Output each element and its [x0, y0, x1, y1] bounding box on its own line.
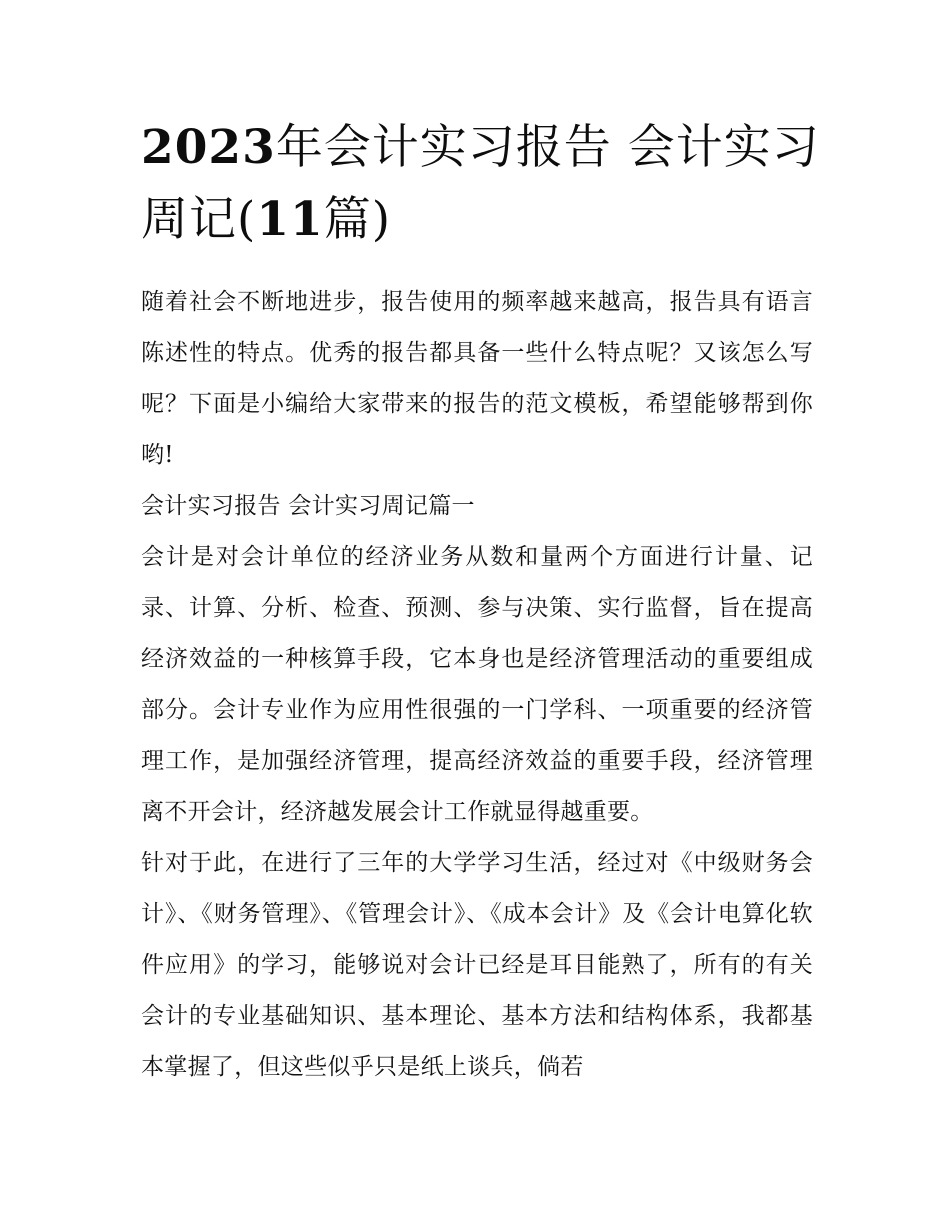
title-text-part1: 年会计实习报告 会计实习周记(	[141, 120, 820, 247]
body-paragraph: 针对于此，在进行了三年的大学学习生活，经过对《中级财务会计》、《财务管理》、《管理会计》、《成本会计》及《会计电算化软件应用》的学习，能够说对会计已经是耳目能熟了，所有的有关会计的专业基础知识、基本理论、基本方法和结构体系，我都基本掌握了，但这些似乎只是纸上谈兵，倘若	[141, 850, 813, 1080]
section-heading: 会计实习报告 会计实习周记篇一	[141, 493, 475, 519]
intro-paragraph: 随着社会不断地进步，报告使用的频率越来越高，报告具有语言陈述性的特点。优秀的报告都具备一些什么特点呢？又该怎么写呢？下面是小编给大家带来的报告的范文模板，希望能够帮到你哟!	[141, 289, 813, 468]
title-text-part2: 篇)	[323, 192, 392, 247]
title-year: 2023	[141, 120, 276, 175]
title-count: 11	[256, 192, 324, 247]
document-title	[141, 112, 821, 256]
body-paragraph: 会计是对会计单位的经济业务从数和量两个方面进行计量、记录、计算、分析、检查、预测、参与决策、实行监督，旨在提高经济效益的一种核算手段，它本身也是经济管理活动的重要组成部分。会计专业作为应用性很强的一门学科、一项重要的经济管理工作，是加强经济管理，提高经济效益的重要手段，经济管理离不开会计，经济越发展会计工作就显得越重要。	[141, 544, 813, 825]
document-body	[141, 277, 813, 1093]
